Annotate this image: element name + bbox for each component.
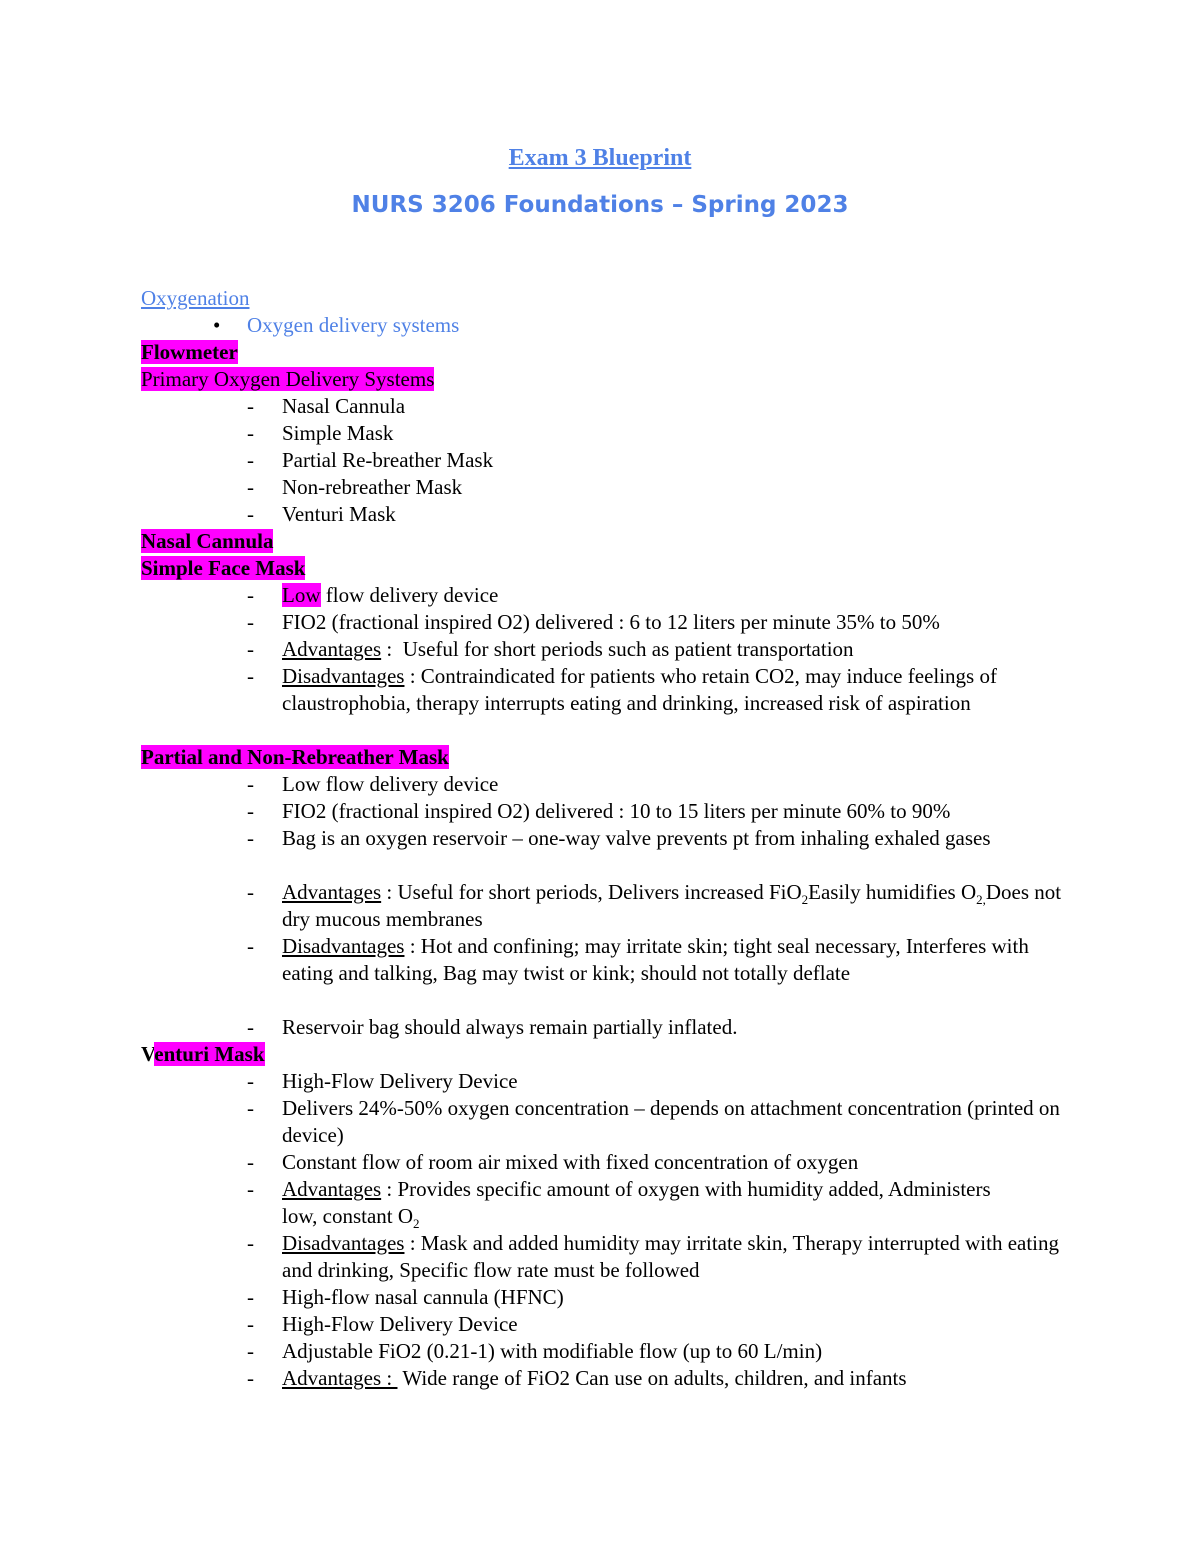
- oxygen-delivery-bullet: • Oxygen delivery systems: [213, 313, 460, 337]
- bullet-icon: •: [213, 313, 221, 337]
- list-item: - Reservoir bag should always remain partially inflated.: [247, 1015, 738, 1039]
- list-item: - Venturi Mask: [247, 502, 396, 526]
- list-item: - High-flow nasal cannula (HFNC): [247, 1285, 564, 1309]
- oxygenation-heading: Oxygenation: [141, 286, 250, 310]
- list-item: - Partial Re-breather Mask: [247, 448, 494, 472]
- list-item: - FIO2 (fractional inspired O2) delivered : 6 to 12 liters per minute 35% to 50%: [247, 610, 940, 634]
- list-item: - Disadvantages : Hot and confining; may irritate skin; tight seal necessary, Interferes with eating and talking, Bag may twist or kink; should not totally deflate: [247, 934, 1029, 985]
- venturi-mask-heading: Venturi Mask: [141, 1042, 265, 1066]
- primary-systems-heading: Primary Oxygen Delivery Systems: [141, 367, 435, 391]
- simple-face-mask-heading: Simple Face Mask: [141, 556, 306, 580]
- document-title: Exam 3 Blueprint: [508, 145, 692, 171]
- list-item: - Disadvantages : Contraindicated for patients who retain CO2, may induce feelings of claustrophobia, therapy interrupts eating and drinking, increased risk of aspiration: [247, 664, 997, 715]
- document-body: [141, 285, 1071, 1392]
- list-item: - High-Flow Delivery Device: [247, 1312, 518, 1336]
- list-item: - Constant flow of room air mixed with fixed concentration of oxygen: [247, 1150, 859, 1174]
- partial-non-rebreather-heading: Partial and Non-Rebreather Mask: [141, 745, 449, 769]
- flowmeter-heading: Flowmeter: [141, 340, 238, 364]
- list-item: - Delivers 24%-50% oxygen concentration – depends on attachment concentration (printed on device): [247, 1096, 1060, 1147]
- list-item: - Disadvantages : Mask and added humidity may irritate skin, Therapy interrupted with eating and drinking, Specific flow rate must be followed: [247, 1231, 1060, 1282]
- list-item: - Advantages : Useful for short periods, Delivers increased FiO$_2$Easily humidifies $O_{2,}Does$ not dry mucous membranes: [247, 880, 1062, 931]
- list-item: - Bag is an oxygen reservoir – one-way valve prevents pt from inhaling exhaled gases: [247, 826, 991, 850]
- list-item: - Nasal Cannula: [247, 394, 406, 418]
- nasal-cannula-heading: Nasal Cannula: [141, 529, 274, 553]
- list-item: - Advantages : Provides specific amount of oxygen with humidity added, Administers low, constant $O_2$: [247, 1177, 991, 1232]
- list-item: - Advantages : Useful for short periods such as patient transportation: [247, 637, 854, 661]
- list-item: - Non-rebreather Mask: [247, 475, 463, 499]
- list-item: - Adjustable FiO2 (0.21-1) with modifiable flow (up to 60 L/min): [247, 1339, 823, 1363]
- list-item: - High-Flow Delivery Device: [247, 1069, 518, 1093]
- list-item: - Advantages : Wide range of FiO2 Can use on adults, children, and infants: [247, 1366, 907, 1390]
- document-subtitle: NURS 3206 Foundations – Spring 2023: [351, 192, 849, 218]
- list-item: - Simple Mask: [247, 421, 394, 445]
- list-item: - Low flow delivery device: [247, 583, 499, 607]
- list-item: - Low flow delivery device: [247, 772, 499, 796]
- list-item: - FIO2 (fractional inspired O2) delivered : 10 to 15 liters per minute 60% to 90%: [247, 799, 951, 823]
